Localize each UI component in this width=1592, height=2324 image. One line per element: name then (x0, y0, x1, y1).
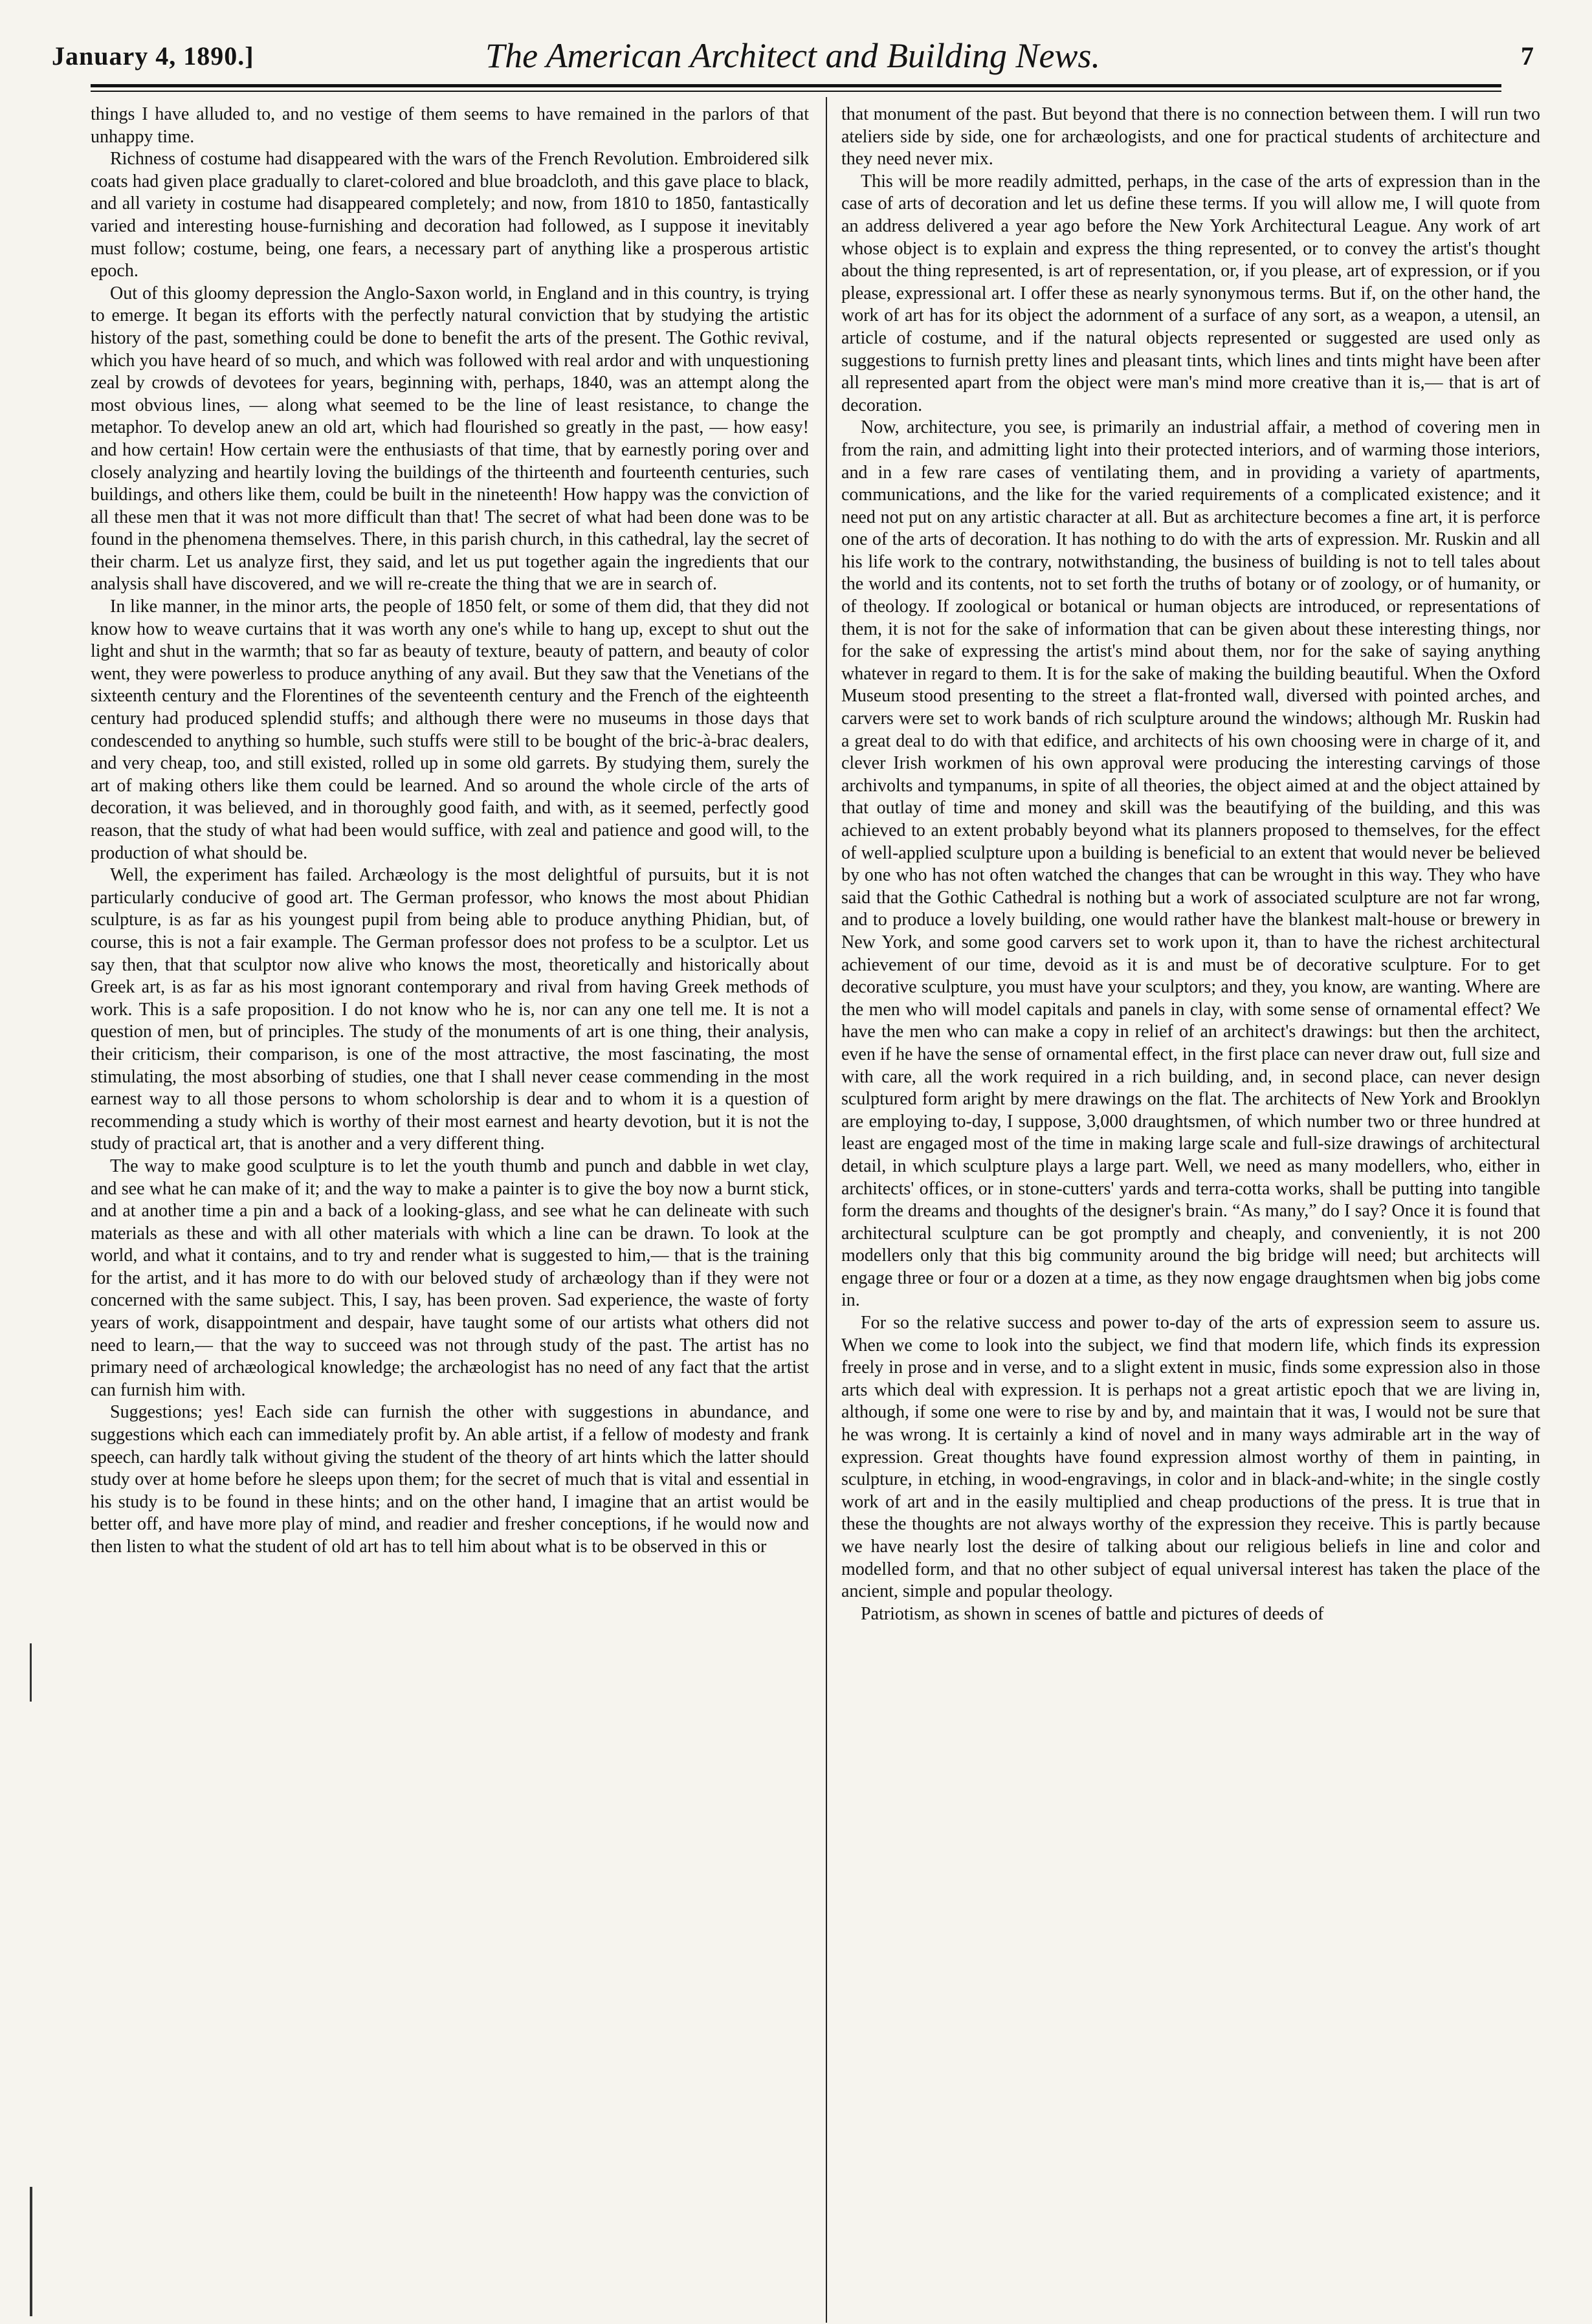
paragraph: Suggestions; yes! Each side can furnish the other with suggestions in abundance, and suggestions which each can immediately profit by. An able artist, if a fellow of modesty and frank speech, can hardly talk without giving the student of the theory of art hints which the latter should study over at home before he sleeps upon them; for the secret of much that is vital and essential in his study is to be found in these hints; and on the other hand, I imagine that an artist would be better off, and have more play of mind, and readier and fresher conceptions, if he would now and then listen to what the student of old art has to tell him about what is to be observed in this or (91, 1402, 809, 1557)
header-rule-thin (91, 91, 1501, 92)
paragraph: In like manner, in the minor arts, the people of 1850 felt, or some of them did, that they did not know how to weave curtains that it was worth any one's while to hang up, except to shut out the light and shut in the warmth; that so far as beauty of texture, beauty of pattern, and beauty of color went, they were powerless to produce anything of any avail. But they saw that the Venetians of the sixteenth century and the Florentines of the seventeenth century and the French of the eighteenth century had produced splendid stuffs; and although there were no museums in those days that condescended to anything so humble, such stuffs were still to be bought of the bric-à-brac dealers, and very cheap, too, and still existed, rolled up in some old garrets. By studying them, surely the art of making others like them could be learned. And so around the whole circle of the arts of decoration, it was believed, and in thoroughly good faith, and with, as it seemed, perfectly good reason, that the study of what had been would suffice, with zeal and patience and good will, to the production of what should be. (91, 597, 809, 863)
paragraph: Richness of costume had disappeared with the wars of the French Revolution. Embroidered silk coats had given place gradually to claret-colored and blue broadcloth, and this gave place to black, and all variety in costume had disappeared completely; and now, from 1810 to 1850, fantastically varied and interesting house-furnishing and decoration had followed, as I suppose it inevitably must follow; costume, being, one fears, a necessary part of anything like a prosperous artistic epoch. (91, 149, 809, 281)
page-header (52, 36, 1534, 81)
column-divider (826, 97, 827, 2323)
paragraph: Well, the experiment has failed. Archæology is the most delightful of pursuits, but it is not particularly conducive of good art. The German professor, who knows the most about Phidian sculpture, is as far as his youngest pupil from being able to produce anything Phidian, but, of course, this is not a fair example. The German professor does not profess to be a sculptor. Let us say then, that that sculptor now alive who knows the most, theoretically and historically about Greek art, is as far as his most ignorant contemporary and rival from having Greek methods of work. This is a safe proposition. I do not know who he is, nor can any one tell me. It is not a question of men, but of principles. The study of the monuments of art is one thing, their analysis, their criticism, their comparison, is one of the most attractive, the most fascinating, the most stimulating, the most absorbing of studies, one that I shall never cease commending in the most earnest way to all those persons to whom scholorship is dear and to whom it is a question of recommending a study which is worthy of their most earnest and hearty devotion, but it is not the study of practical art, that is another and a very different thing. (91, 865, 809, 1154)
paragraph: that monument of the past. But beyond that there is no connection between them. I will run two ateliers side by side, one for archæologists, and one for practical students of architecture and they need never mix. (841, 104, 1540, 170)
paragraph: things I have alluded to, and no vestige of them seems to have remained in the parlors of that unhappy time. (91, 104, 809, 147)
paragraph: Out of this gloomy depression the Anglo-Saxon world, in England and in this country, is trying to emerge. It began its efforts with the perfectly natural conviction that by studying the artistic history of the past, something could be done to benefit the arts of the present. The Gothic revival, which you have heard of so much, and which was followed with real ardor and with unquestioning zeal by crowds of devotees for years, beginning with, perhaps, 1840, was an attempt along the most obvious lines, — along what seemed to be the line of least resistance, to change the metaphor. To develop anew an old art, which had flourished so greatly in the past, — how easy! and how certain! How certain were the enthusiasts of that time, that by earnestly poring over and closely analyzing and heartily loving the buildings of the thirteenth and fourteenth centuries, such buildings, and others like them, could be built in the nineteenth! How happy was the conviction of all these men that it was not more difficult than that! The secret of what had been done was to be found in the phenomena themselves. There, in this parish church, in this cathedral, lay the secret of their charm. Let us analyze first, they said, and let us put together again the ingredients that our analysis shall have discovered, and we will re-create the thing that we are in search of. (91, 283, 809, 595)
publication-title: The American Architect and Building News. (485, 36, 1100, 75)
paragraph: Patriotism, as shown in scenes of battle and pictures of deeds of (861, 1603, 1324, 1624)
paragraph: Now, architecture, you see, is primarily an industrial affair, a method of covering men in from the rain, and admitting light into their protected interiors, and of warming those interiors, and in a few rare cases of ventilating them, and in providing a variety of apartments, communications, and the like for the varied requirements of a complicated existence; and it need not put on any artistic character at all. But as architecture becomes a fine art, it is perforce one of the arts of decoration. It has nothing to do with the arts of expression. Mr. Ruskin and all his life work to the contrary, notwithstanding, the business of building is not to tell tales about the world and its contents, not to set forth the truths of botany or of zoology, or of humanity, or of theology. If zoological or botanical or human objects are introduced, or representations of them, it is not for the sake of information that can be given about these interesting things, nor for the sake of expressing the artist's mind about them, nor for the sake of saying anything whatever in regard to them. It is for the sake of making the building beautiful. When the Oxford Museum stood presenting to the street a flat-fronted wall, diversed with pointed arches, and carvers were set to work bands of rich sculpture around the windows; although Mr. Ruskin had a great deal to do with that edifice, and architects of his own choosing were in charge of it, and clever Irish workmen of his own approval were producing the interesting carvings of those archivolts and tympanums, in spite of all theories, the object aimed at and the object attained by that outlay of time and money and skill was the beautifying of the building, and this was achieved to an extent probably beyond what its planners proposed to themselves, for the effect of well-applied sculpture upon a building is beneficial to an extent that would never be believed by one who has not often watched the changes that can be wrought in this way. They who have said that the Gothic Cathedral is nothing but a work of associated sculpture are not far wrong, and to produce a lovely building, one would rather have the blankest malt-house or brewery in New York, and some good carvers set to work upon it, than to have the richest architectural achievement of our time, devoid as it is and must be of decorative sculpture. For to get decorative sculpture, you must have your sculptors; and they, you know, are wanting. Where are the men who will model capitals and panels in clay, with some sense of ornamental effect? We have the men who can make a copy in relief of an architect's drawings: but then the architect, even if he have the sense of ornamental effect, in the first place can never draw out, full size and with care, all the work required in a rich building, and, in second place, can never design sculptured form aright by mere drawings on the flat. The architects of New York and Brooklyn are employing to-day, I suppose, 3,000 draughtsmen, of which number two or three hundred at least are engaged most of the time in making large scale and full-size drawings of architectural detail, in which sculpture plays a large part. Well, we need as many modellers, who, either in architects' offices, or in stone-cutters' yards and terra-cotta works, shall be putting into tangible form the dreams and thoughts of the designer's brain. “As many,” do I say? Once it is found that architectural sculpture can be got promptly and cheaply, and conveniently, it is not 200 modellers only that this big community around the big bridge will need; but architects will engage three or four or a dozen at a time, as they now engage draughtsmen when big jobs come in. (841, 417, 1540, 1311)
page-number: 7 (1521, 41, 1534, 71)
issue-date: January 4, 1890.] (52, 41, 254, 71)
paragraph: The way to make good sculpture is to let the youth thumb and punch and dabble in wet clay, and see what he can make of it; and the way to make a painter is to give the boy now a burnt stick, and at another time a pin and a back of a looking-glass, and see what he can delineate with such materials as these and with all other materials with which a line can be drawn. To look at the world, and what it contains, and to try and render what is suggested to him,— that is the training for the artist, and it has more to do with our beloved study of archæology than if they were not concerned with the same subject. This, I say, has been proven. Sad experience, the waste of forty years of work, disappointment and despair, have taught some of our artists what others did not need to learn,— that the way to succeed was not through study of the past. The artist has no primary need of archæological knowledge; the archæologist has no need of any fact that the artist can furnish him with. (91, 1156, 809, 1400)
header-rule-thick (91, 84, 1501, 87)
paragraph: For so the relative success and power to-day of the arts of expression seem to assure us. When we come to look into the subject, we find that modern life, which finds its expression freely in prose and in verse, and to a slight extent in music, finds some expression also in those arts which deal with expression. It is perhaps not a great artistic epoch that we are living in, although, if some one were to rise by and by, and maintain that it was, I would not be sure that he was wrong. It is certainly a kind of novel and in many ways admirable art in the way of expression. Great thoughts have found expression almost worthy of them in painting, in sculpture, in etching, in wood-engravings, in color and in black-and-white; in the single costly work of art and in the easily multiplied and cheap productions of the press. It is true that in these the thoughts are not always worthy of the expression they receive. This is partly because we have nearly lost the desire of talking about our religious beliefs in line and color and modelled form, and that no other subject of equal universal interest has taken the place of the ancient, simple and popular theology. (841, 1313, 1540, 1602)
paragraph: This will be more readily admitted, perhaps, in the case of the arts of expression than in the case of arts of decoration and let us define these terms. If you will allow me, I will quote from an address delivered a year ago before the New York Architectural League. Any work of art whose object is to explain and express the thing represented, or to convey the artist's thought about the thing represented, is art of representation, or, if you please, art of expression, or if you please, expressional art. I offer these as nearly synonymous terms. But if, on the other hand, the work of art has for its object the adornment of a surface of any sort, as a weapon, a utensil, an article of costume, and if the natural objects represented or suggested are used only as suggestions to furnish pretty lines and pleasant tints, which lines and tints might have been after all represented apart from the object were man's mind more creative than it is,— that is art of decoration. (841, 171, 1540, 415)
left-column (91, 104, 809, 2316)
scan-mark (30, 2187, 32, 2316)
scan-mark (30, 1643, 32, 1702)
right-column (841, 104, 1540, 2316)
